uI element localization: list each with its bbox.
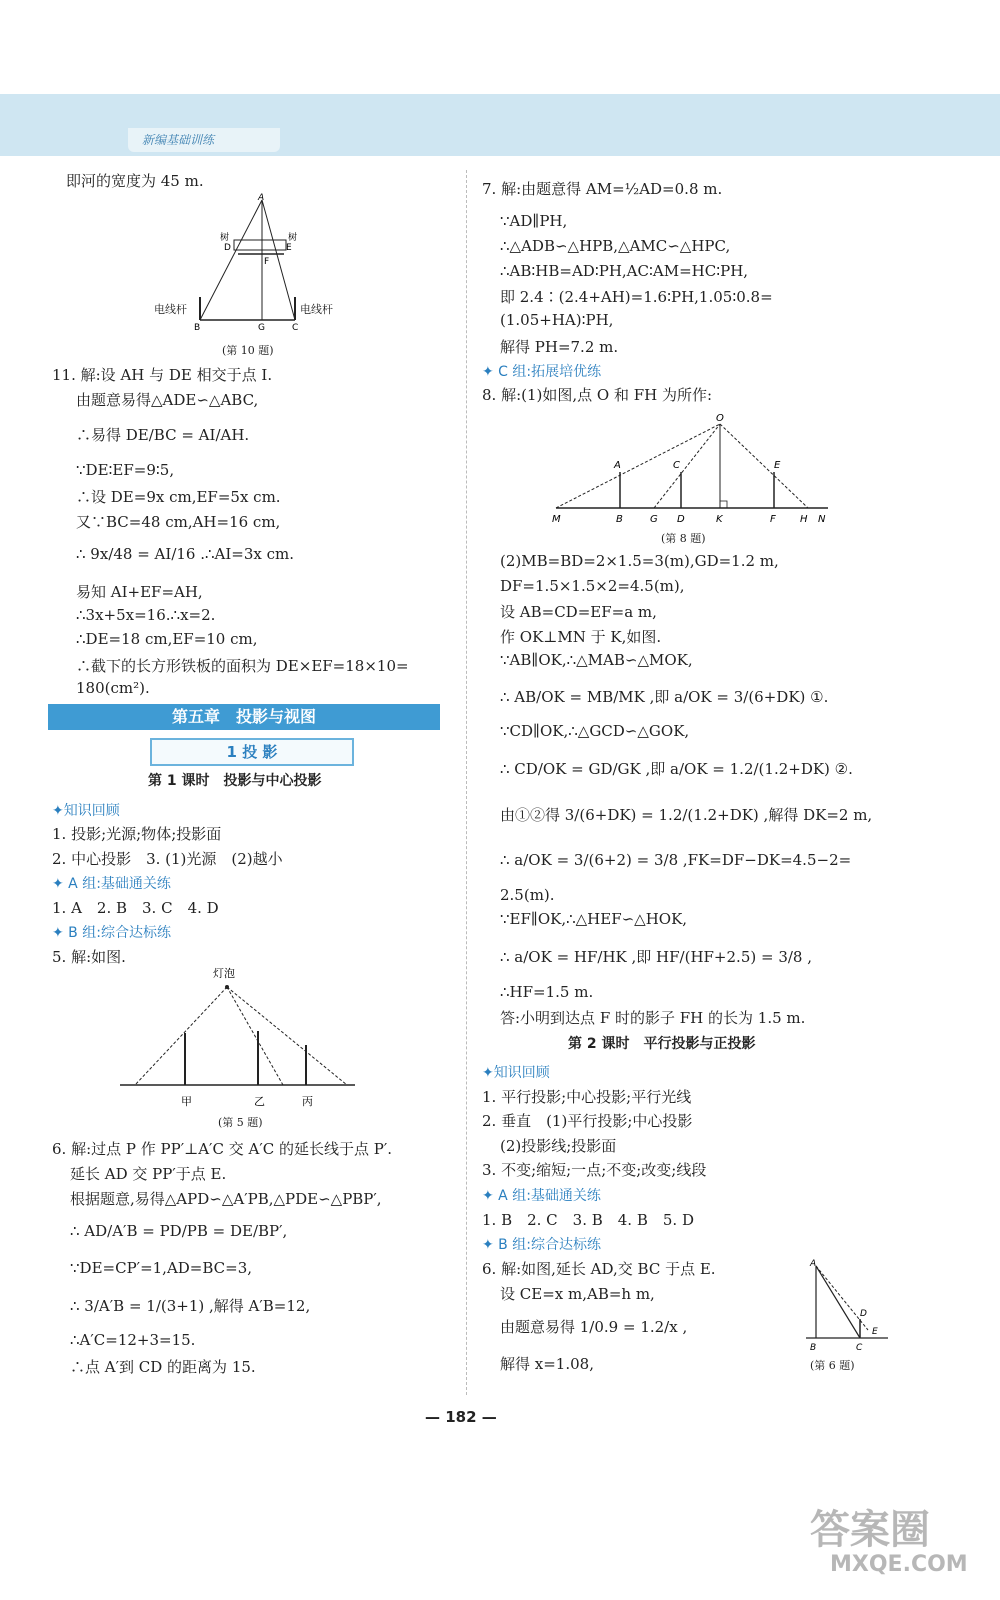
text-line: (2)MB=BD=2×1.5=3(m),GD=1.2 m, bbox=[500, 552, 779, 570]
svg-text:C: C bbox=[856, 1343, 863, 1353]
fig10-line bbox=[200, 200, 262, 320]
fig10-caption: (第 10 题) bbox=[222, 344, 274, 357]
text-line: 由题意易得 1/0.9 = 1.2/x , bbox=[500, 1318, 688, 1336]
text-line: 解得 x=1.08, bbox=[500, 1355, 594, 1373]
fig10-pole-label: 电线杆 bbox=[154, 303, 187, 316]
text-line: 即 2.4∶(2.4+AH)=1.6∶PH,1.05∶0.8= bbox=[500, 288, 773, 306]
text-line: 1. A 2. B 3. C 4. D bbox=[52, 899, 219, 917]
fig5-ray bbox=[227, 987, 347, 1085]
text-line: ∴ a/OK = 3/(6+2) = 3/8 ,FK=DF−DK=4.5−2= bbox=[500, 851, 852, 869]
watermark-url: MXQE.COM bbox=[830, 1552, 968, 1577]
figure-6 bbox=[802, 1256, 892, 1356]
header-tab: 新编基础训练 bbox=[128, 128, 280, 152]
fig5-caption: (第 5 题) bbox=[218, 1116, 263, 1129]
text-line: ∴ CD/OK = GD/GK ,即 a/OK = 1.2/(1.2+DK) ②. bbox=[500, 760, 853, 778]
text-line: ∴ AD/A′B = PD/PB = DE/BP′, bbox=[70, 1222, 288, 1240]
svg-text:D: D bbox=[860, 1309, 867, 1319]
section-knowledge: ✦知识回顾 bbox=[482, 1065, 550, 1081]
chapter-title: 第五章 投影与视图 bbox=[48, 704, 440, 730]
text-line: DF=1.5×1.5×2=4.5(m), bbox=[500, 577, 685, 595]
section-a: ✦ A 组:基础通关练 bbox=[482, 1188, 601, 1204]
text-line: (2)投影线;投影面 bbox=[500, 1137, 617, 1155]
text-line: ∴ AB/OK = MB/MK ,即 a/OK = 3/(6+DK) ①. bbox=[500, 688, 829, 706]
text-line: ∴3x+5x=16.∴x=2. bbox=[76, 606, 216, 624]
svg-text:G: G bbox=[650, 514, 658, 525]
svg-text:C: C bbox=[292, 323, 299, 333]
svg-text:K: K bbox=[716, 514, 723, 525]
text-line: 由题意易得△ADE∽△ABC, bbox=[76, 391, 259, 409]
text-line: 作 OK⊥MN 于 K,如图. bbox=[500, 628, 662, 646]
svg-text:F: F bbox=[770, 514, 776, 525]
fig6-caption: (第 6 题) bbox=[810, 1359, 855, 1372]
lesson2-title: 第 2 课时 平行投影与正投影 bbox=[568, 1036, 756, 1052]
text-line: ∴ a/OK = HF/HK ,即 HF/(HF+2.5) = 3/8 , bbox=[500, 948, 812, 966]
text-line: ∴易得 DE/BC = AI/AH. bbox=[76, 426, 250, 444]
fig8-ray bbox=[556, 424, 720, 508]
text-line: 3. 不变;缩短;一点;不变;改变;线段 bbox=[482, 1161, 707, 1179]
text-line: ∴HF=1.5 m. bbox=[500, 983, 594, 1001]
text-line: ∴点 A′到 CD 的距离为 15. bbox=[70, 1358, 256, 1376]
figure-5 bbox=[115, 965, 365, 1108]
text-line: ∴DE=18 cm,EF=10 cm, bbox=[76, 630, 258, 648]
figure-8 bbox=[548, 410, 838, 528]
svg-text:O: O bbox=[716, 413, 724, 424]
section-knowledge: ✦知识回顾 bbox=[52, 803, 120, 819]
svg-text:A: A bbox=[258, 193, 265, 203]
svg-text:H: H bbox=[800, 514, 808, 525]
text-line: 6. 解:如图,延长 AD,交 BC 于点 E. bbox=[482, 1260, 716, 1278]
section-b: ✦ B 组:综合达标练 bbox=[52, 925, 171, 941]
text-line: 答:小明到达点 F 时的影子 FH 的长为 1.5 m. bbox=[500, 1009, 806, 1027]
svg-text:B: B bbox=[616, 514, 623, 525]
svg-text:A: A bbox=[614, 460, 621, 471]
svg-text:B: B bbox=[194, 323, 201, 333]
text-line: ∵CD∥OK,∴△GCD∽△GOK, bbox=[500, 722, 690, 740]
fig8-caption: (第 8 题) bbox=[661, 532, 706, 545]
text-line: 2.5(m). bbox=[500, 886, 555, 904]
text-line: ∵AB∥OK,∴△MAB∽△MOK, bbox=[500, 651, 693, 669]
text-line: 5. 解:如图. bbox=[52, 948, 126, 966]
text-line: ∵AD∥PH, bbox=[500, 212, 568, 230]
text-line: ∴△ADB∽△HPB,△AMC∽△HPC, bbox=[500, 237, 731, 255]
text-line: 易知 AI+EF=AH, bbox=[76, 583, 203, 601]
lesson-title: 1 投 影 bbox=[150, 738, 354, 766]
fig5-ray bbox=[227, 987, 283, 1085]
text-line: 8. 解:(1)如图,点 O 和 FH 为所作: bbox=[482, 386, 713, 404]
section-b: ✦ B 组:综合达标练 bbox=[482, 1237, 601, 1253]
text-line: ∵DE∶EF=9∶5, bbox=[76, 461, 175, 479]
text-line: ∴截下的长方形铁板的面积为 DE×EF=18×10= bbox=[76, 657, 409, 675]
text-line: 即河的宽度为 45 m. bbox=[66, 172, 204, 190]
text-line: 延长 AD 交 PP′于点 E. bbox=[70, 1165, 227, 1183]
svg-text:B: B bbox=[810, 1343, 817, 1353]
fig5-label: 丙 bbox=[302, 1095, 313, 1108]
svg-text:F: F bbox=[264, 257, 270, 267]
text-line: 2. 垂直 (1)平行投影;中心投影 bbox=[482, 1112, 693, 1130]
fig10-tree-label: 树 bbox=[220, 233, 230, 243]
text-line: 又∵BC=48 cm,AH=16 cm, bbox=[76, 513, 281, 531]
fig5-label: 乙 bbox=[254, 1095, 265, 1108]
svg-text:M: M bbox=[552, 514, 561, 525]
svg-text:C: C bbox=[673, 460, 680, 471]
fig5-ray bbox=[135, 987, 227, 1085]
text-line: 7. 解:由题意得 AM=½AD=0.8 m. bbox=[482, 180, 723, 198]
text-line: ∴设 DE=9x cm,EF=5x cm. bbox=[76, 488, 281, 506]
text-line: 6. 解:过点 P 作 PP′⊥A′C 交 A′C 的延长线于点 P′. bbox=[52, 1140, 392, 1158]
watermark-logo: 答案圈 bbox=[810, 1507, 930, 1553]
fig10-pole-label: 电线杆 bbox=[300, 303, 333, 316]
text-line: ∴AB∶HB=AD∶PH,AC∶AM=HC∶PH, bbox=[500, 262, 749, 280]
text-line: 解得 PH=7.2 m. bbox=[500, 338, 619, 356]
text-line: 2. 中心投影 3. (1)光源 (2)越小 bbox=[52, 850, 283, 868]
lesson1-title: 第 1 课时 投影与中心投影 bbox=[148, 773, 322, 789]
text-line: ∵DE=CP′=1,AD=BC=3, bbox=[70, 1259, 253, 1277]
page-number: — 182 — bbox=[425, 1408, 497, 1426]
text-line: ∵EF∥OK,∴△HEF∽△HOK, bbox=[500, 910, 688, 928]
fig8-ray bbox=[720, 424, 808, 508]
fig8-ray bbox=[654, 424, 720, 508]
fig5-label: 甲 bbox=[181, 1095, 192, 1108]
fig10-trees bbox=[234, 240, 286, 250]
svg-text:E: E bbox=[286, 243, 292, 253]
text-line: 由①②得 3/(6+DK) = 1.2/(1.2+DK) ,解得 DK=2 m, bbox=[500, 806, 873, 824]
svg-text:G: G bbox=[258, 323, 265, 333]
fig5-bulb-label: 灯泡 bbox=[213, 967, 235, 980]
svg-text:N: N bbox=[818, 514, 826, 525]
svg-text:D: D bbox=[677, 514, 685, 525]
text-line: 设 CE=x m,AB=h m, bbox=[500, 1285, 655, 1303]
column-divider bbox=[466, 170, 468, 1395]
text-line: 1. B 2. C 3. B 4. B 5. D bbox=[482, 1211, 694, 1229]
fig10-tree-label: 树 bbox=[288, 233, 298, 243]
text-line: 180(cm²). bbox=[76, 679, 150, 697]
text-line: 根据题意,易得△APD∽△A′PB,△PDE∽△PBP′, bbox=[70, 1190, 382, 1208]
text-line: 设 AB=CD=EF=a m, bbox=[500, 603, 657, 621]
svg-text:E: E bbox=[872, 1327, 878, 1337]
text-line: ∴A′C=12+3=15. bbox=[70, 1331, 196, 1349]
text-line: ∴ 3/A′B = 1/(3+1) ,解得 A′B=12, bbox=[70, 1297, 311, 1315]
section-a: ✦ A 组:基础通关练 bbox=[52, 876, 171, 892]
text-line: 1. 投影;光源;物体;投影面 bbox=[52, 825, 222, 843]
svg-text:A: A bbox=[810, 1259, 817, 1269]
text-line: ∴ 9x/48 = AI/16 .∴AI=3x cm. bbox=[76, 545, 295, 563]
section-c: ✦ C 组:拓展培优练 bbox=[482, 364, 602, 380]
svg-text:D: D bbox=[224, 243, 231, 253]
text-line: 1. 平行投影;中心投影;平行光线 bbox=[482, 1088, 692, 1106]
svg-text:E: E bbox=[774, 460, 781, 471]
text-line: (1.05+HA)∶PH, bbox=[500, 311, 614, 329]
text-line: 11. 解:设 AH 与 DE 相交于点 I. bbox=[52, 366, 273, 384]
